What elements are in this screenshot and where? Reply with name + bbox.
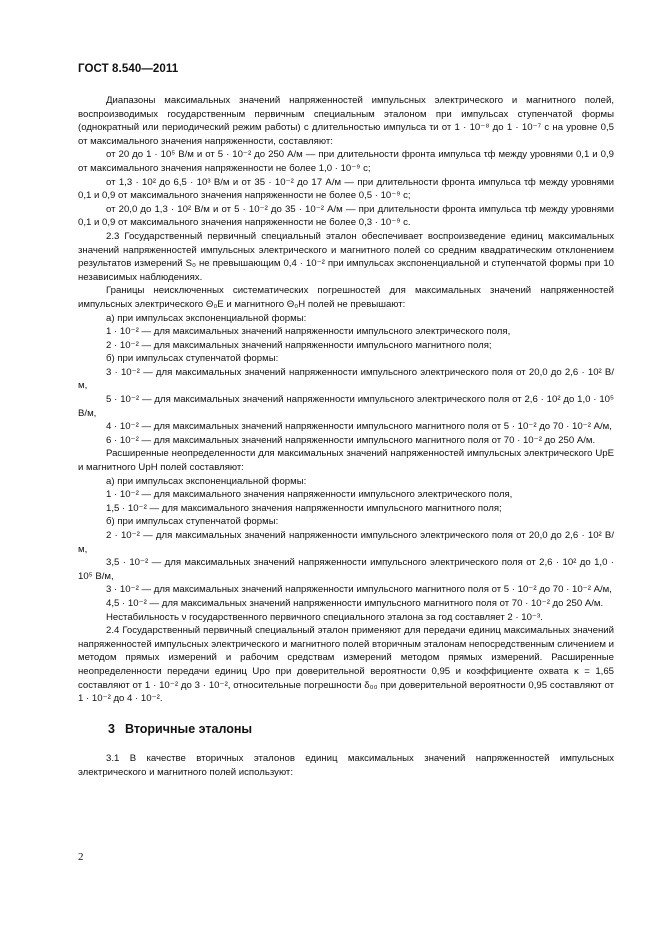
list-item-electric-step-4: 3,5 · 10⁻² — для максимальных значений напряженности импульсного электрического поля от 2,6 · 10² до 1,0 · 10⁵ В/м,: [78, 557, 614, 582]
section-3-title: Вторичные эталоны: [124, 721, 253, 736]
paragraph-range-3: от 20,0 до 1,3 · 10² В/м и от 5 · 10⁻² до 35 · 10⁻² А/м — при длительности фронта импульса τф между уровнями 0,1 и 0,9 от максимального значения напряженности не более 0,3 · 10⁻⁹ с.: [78, 203, 614, 229]
list-item-magnetic-step-4: 4,5 · 10⁻² — для максимальных значений напряженности импульсного магнитного поля от 70 · 10⁻² до 250 А/м.: [106, 597, 604, 609]
list-item-electric-step-3: 2 · 10⁻² — для максимальных значений напряженности импульсного электрического поля от 20,0 до 2,6 · 10² В/м,: [78, 530, 614, 555]
paragraph-instability: Нестабильность ν государственного первичного специального эталона за год составляет 2 · 10⁻³.: [106, 611, 543, 623]
document-body: [78, 94, 614, 780]
page-number: 2: [78, 851, 84, 863]
list-item-a-exponential-2: а) при импульсах экспоненциальной формы:: [106, 475, 307, 487]
section-3-number: 3: [108, 721, 115, 736]
list-item-b-step-2: б) при импульсах ступенчатой формы:: [106, 516, 279, 528]
list-item-electric-exp: 1 · 10⁻² — для максимальных значений напряженности импульсного электрического поля,: [106, 326, 511, 338]
paragraph-expanded-uncertainty: Расширенные неопределенности для максимальных значений напряженностей импульсных электрического UрЕ и магнитного UрН полей составляют:: [78, 448, 614, 474]
paragraph-range-1: от 20 до 1 · 10⁵ В/м и от 5 · 10⁻² до 250 А/м — при длительности фронта импульса τф между уровнями 0,1 и 0,9 от максимального значения напряженности не более 1,0 · 10⁻⁹ с;: [78, 149, 614, 174]
section-3-heading: [108, 723, 614, 737]
paragraph-systematic-errors: Границы неисключенных систематических погрешностей для максимальных значений напряженностей импульсных электрического Θ₀Е и магнитного Θ₀Н полей не превышают:: [78, 285, 614, 310]
paragraph-intro: Диапазоны максимальных значений напряженностей импульсных электрического и магнитного полей, воспроизводимых государственным первичным специальным эталоном при импульсах ступенчатой формы (однократный или периодический режим работы) с длительностью импульса τи от 1 · 10⁻⁸ до 1 · 10⁻⁷ с на уровне 0,5 от максимального значения напряженности, составляют:: [78, 95, 614, 147]
list-item-magnetic-step-1: 4 · 10⁻² — для максимальных значений напряженности импульсного магнитного поля от 5 · 10⁻² до 70 · 10⁻² А/м,: [106, 421, 612, 433]
list-item-magnetic-exp: 2 · 10⁻² — для максимальных значений напряженности импульсного магнитного поля;: [106, 339, 492, 351]
paragraph-range-2: от 1,3 · 10² до 6,5 · 10³ В/м и от 35 · 10⁻² до 17 А/м — при длительности фронта импульса τф между уровнями 0,1 и 0,9 от максимального значения напряженности не более 0,5 · 10⁻⁹ с;: [78, 176, 614, 202]
list-item-electric-step-2: 5 · 10⁻² — для максимальных значений напряженности импульсного электрического поля от 2,6 · 10² до 1,0 · 10⁵ В/м,: [78, 394, 614, 419]
paragraph-2-3: 2.3 Государственный первичный специальный эталон обеспечивает воспроизведение единиц максимальных значений напряженностей импульсных электрического и магнитного полей со средним квадратическим отклонением результатов измерений S₀ не превышающим 0,4 · 10⁻² при импульсах экспоненциальной и ступенчатой формы при 10 независимых наблюдениях.: [78, 230, 614, 283]
list-item-electric-exp-2: 1 · 10⁻² — для максимального значения напряженности импульсного электрического поля,: [106, 489, 513, 501]
list-item-a-exponential: а) при импульсах экспоненциальной формы:: [106, 312, 307, 324]
paragraph-2-4: 2.4 Государственный первичный специальный эталон применяют для передачи единиц максимальных значений напряженностей импульсных электрического и магнитного полей вторичным эталонам непосредственным сличением и методом прямых измерений и рабочим средствам измерений методом прямых измерений. Расширенные неопределенности передачи единиц Uро при доверительной вероятности 0,95 и коэффициенте охвата κ = 1,65 составляют от 1 · 10⁻² до 3 · 10⁻², относительные погрешности δ₀₀ при доверительной вероятности 0,95 составляют от 1 · 10⁻² до 4 · 10⁻².: [78, 625, 614, 705]
list-item-magnetic-step-3: 3 · 10⁻² — для максимальных значений напряженности импульсного магнитного поля от 5 · 10⁻² до 70 · 10⁻² А/м,: [106, 584, 612, 596]
list-item-magnetic-exp-2: 1,5 · 10⁻² — для максимального значения напряженности импульсного магнитного поля;: [106, 502, 502, 514]
list-item-electric-step-1: 3 · 10⁻² — для максимальных значений напряженности импульсного электрического поля от 20,0 до 2,6 · 10² В/м,: [78, 366, 614, 392]
list-item-magnetic-step-2: 6 · 10⁻² — для максимальных значений напряженности импульсного магнитного поля от 70 · 10⁻² до 250 А/м.: [106, 434, 596, 446]
document-header: ГОСТ 8.540—2011: [78, 63, 179, 75]
list-item-b-step: б) при импульсах ступенчатой формы:: [106, 353, 279, 365]
paragraph-3-1: 3.1 В качестве вторичных эталонов единиц максимальных значений напряженностей импульсных электрического и магнитного полей используют:: [78, 753, 614, 778]
